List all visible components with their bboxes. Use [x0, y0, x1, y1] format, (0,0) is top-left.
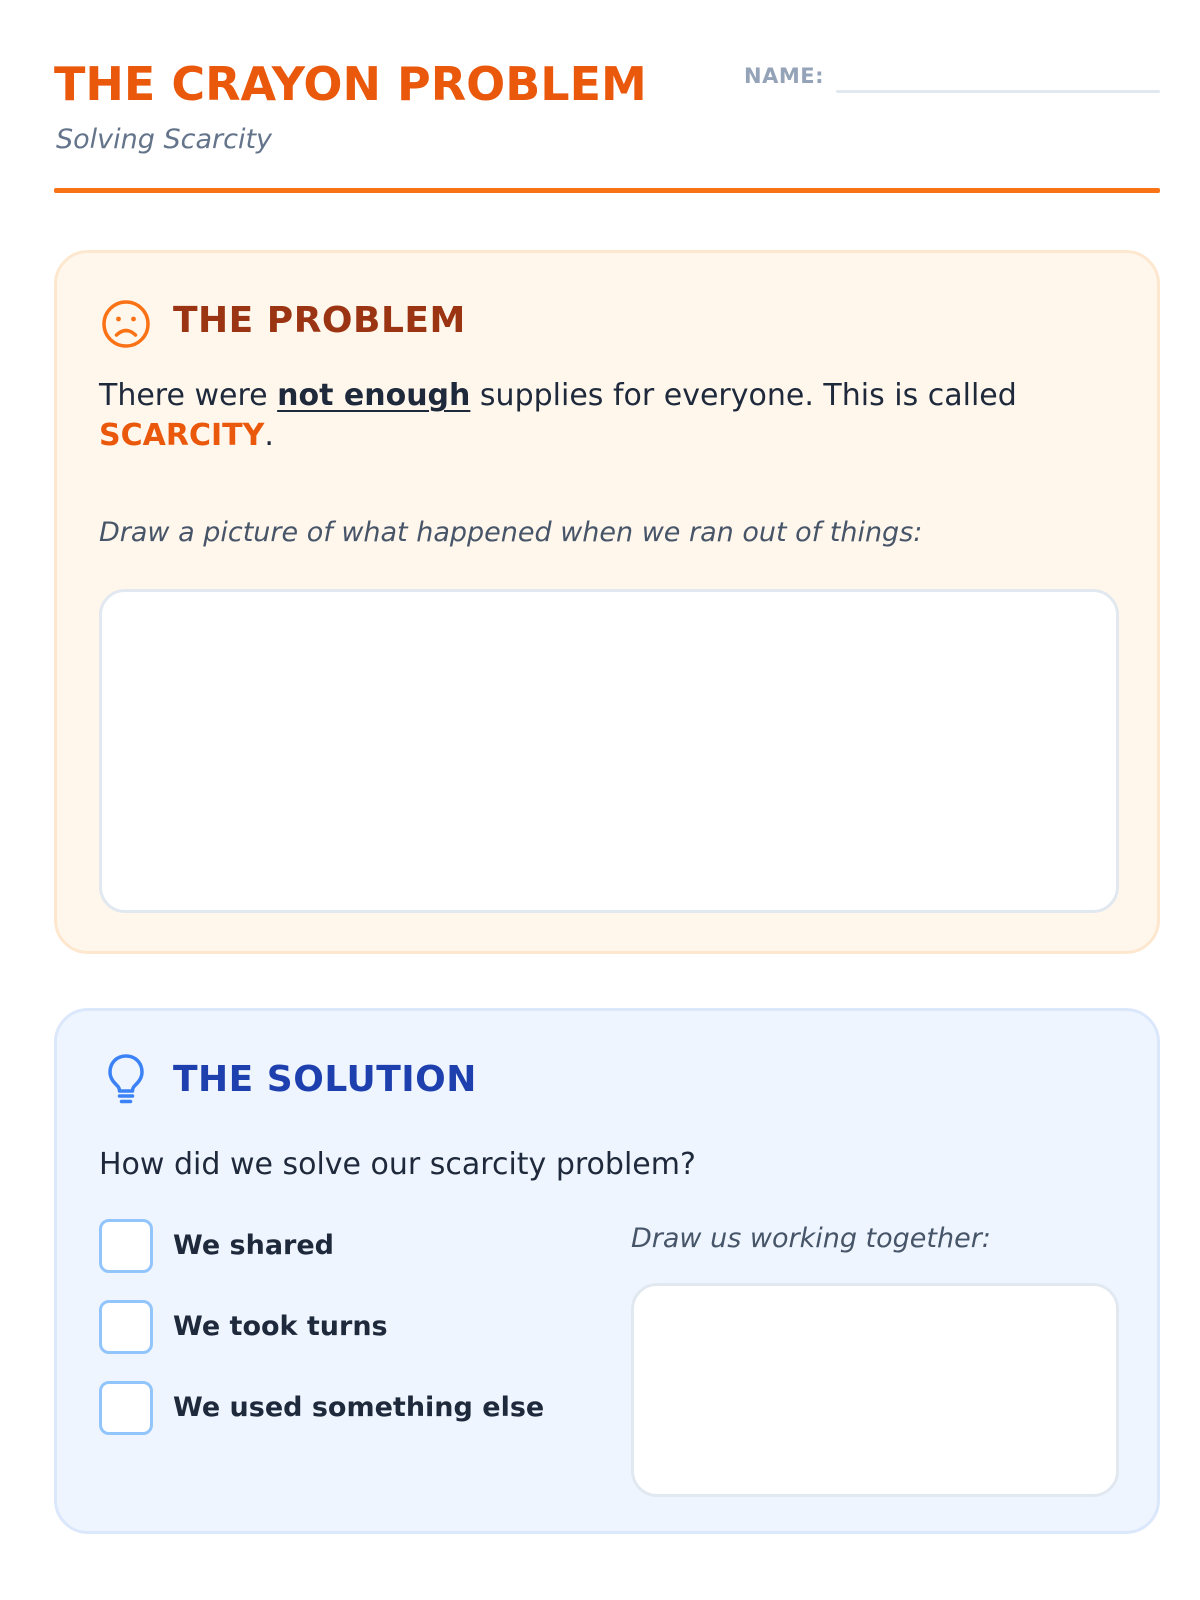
scarcity-term: SCARCITY	[99, 418, 265, 453]
solution-question: How did we solve our scarcity problem?	[99, 1147, 696, 1182]
solution-drawing-area[interactable]	[631, 1283, 1119, 1497]
solution-heading: THE SOLUTION	[173, 1059, 477, 1100]
header-divider	[54, 188, 1160, 193]
option-label: We took turns	[173, 1311, 388, 1342]
term-period: .	[264, 418, 274, 453]
worksheet-title: THE CRAYON PROBLEM	[54, 57, 647, 111]
problem-text-emphasis: not enough	[277, 378, 471, 413]
worksheet-header	[54, 56, 1160, 196]
checkbox[interactable]	[99, 1381, 153, 1435]
problem-text-end: supplies for everyone. This is called	[470, 378, 1017, 413]
problem-heading: THE PROBLEM	[173, 300, 466, 341]
solution-card	[54, 1008, 1160, 1534]
name-label: NAME:	[744, 64, 824, 88]
problem-card	[54, 250, 1160, 954]
checkbox[interactable]	[99, 1219, 153, 1273]
option-label: We shared	[173, 1230, 334, 1261]
problem-draw-prompt: Draw a picture of what happened when we ran out of things:	[99, 517, 923, 548]
problem-text-start: There were	[99, 378, 278, 413]
option-we-took-turns[interactable]	[99, 1300, 619, 1356]
checkbox[interactable]	[99, 1300, 153, 1354]
solution-draw-prompt: Draw us working together:	[631, 1223, 991, 1254]
option-we-shared[interactable]	[99, 1219, 619, 1275]
worksheet-subtitle: Solving Scarcity	[56, 124, 273, 155]
problem-drawing-area[interactable]	[99, 589, 1119, 913]
problem-term-line	[99, 415, 274, 457]
option-we-used-something-else[interactable]	[99, 1381, 619, 1437]
option-label: We used something else	[173, 1392, 545, 1423]
sad-face-icon	[99, 297, 153, 351]
lightbulb-icon	[99, 1051, 153, 1105]
problem-description	[99, 375, 1119, 453]
name-input-line[interactable]	[836, 90, 1160, 93]
